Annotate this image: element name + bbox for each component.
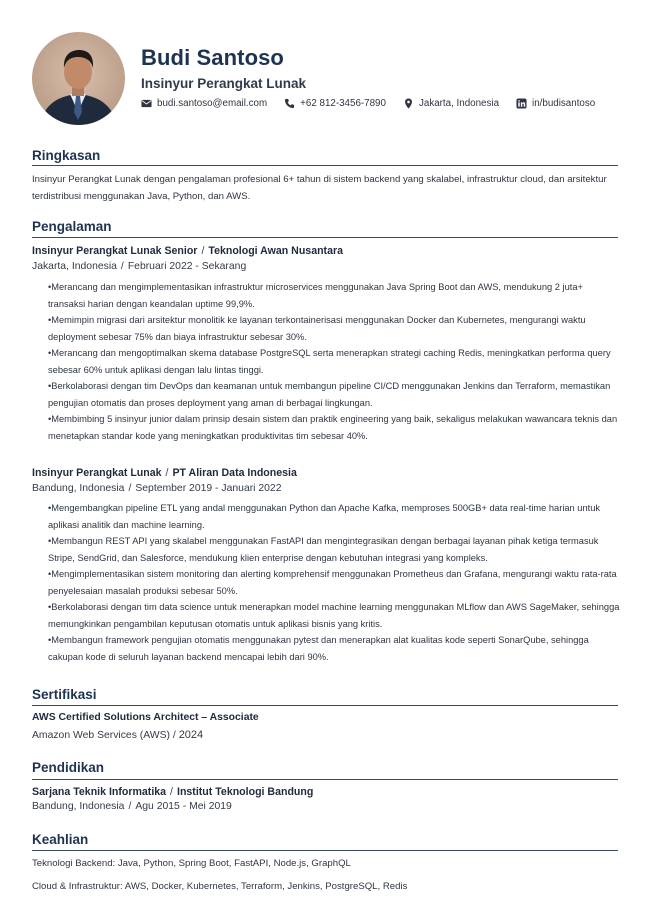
candidate-role: Insinyur Perangkat Lunak <box>141 76 307 91</box>
phone-text: +62 812-3456-7890 <box>300 98 386 109</box>
job-location: Bandung, Indonesia <box>32 483 125 494</box>
list-item: • Berkolaborasi dengan tim DevOps dan keamanan untuk membangun pipeline CI/CD menggunakan Jenkins dan Terraform, memastikan pengujian otomatis dan proses deployment yang aman di berbagai lingkungan. <box>48 378 620 411</box>
list-item: • Membimbing 5 insinyur junior dalam prinsip desain sistem dan praktik engineering yang baik, sekaligus melakukan wawancara teknis dan menetapkan standar kode yang meningkatkan produktivitas tim sebesar 40%. <box>48 411 620 444</box>
list-item: • Mengembangkan pipeline ETL yang andal menggunakan Python dan Apache Kafka, memproses 500GB+ data real-time harian untuk aplikasi analitik dan machine learning. <box>48 500 620 533</box>
summary-divider <box>32 165 618 166</box>
job-location: Jakarta, Indonesia <box>32 261 117 272</box>
map-pin-icon <box>403 98 414 109</box>
contact-linkedin[interactable] <box>516 98 595 109</box>
education-location: Bandung, Indonesia <box>32 801 125 812</box>
separator: / <box>165 467 169 479</box>
education-school: Institut Teknologi Bandung <box>177 786 314 798</box>
job-title-line <box>32 245 343 257</box>
certification-name: AWS Certified Solutions Architect – Associate <box>32 712 259 723</box>
location-text: Jakarta, Indonesia <box>418 98 500 109</box>
job-position: Insinyur Perangkat Lunak <box>32 467 162 479</box>
separator: / <box>120 261 124 272</box>
job-position: Insinyur Perangkat Lunak Senior <box>32 245 198 257</box>
education-period: Agu 2015 - Mei 2019 <box>135 801 232 812</box>
job-company: PT Aliran Data Indonesia <box>172 467 297 479</box>
list-item: • Merancang dan mengimplementasikan infrastruktur microservices menggunakan Java Spring Boot dan AWS, mendukung 2 juta+ transaksi harian dengan keandalan uptime 99,9%. <box>48 279 620 312</box>
education-title-line <box>32 786 313 798</box>
contact-phone[interactable] <box>284 98 386 109</box>
job-period: September 2019 - Januari 2022 <box>135 483 282 494</box>
separator: / <box>170 786 173 798</box>
phone-icon <box>284 98 295 109</box>
job-meta-line <box>32 483 282 494</box>
contact-bar <box>141 98 612 109</box>
summary-heading: Ringkasan <box>32 148 101 163</box>
list-item: • Memimpin migrasi dari arsitektur monolitik ke layanan terkontainerisasi menggunakan Docker dan Kubernetes, mengurangi waktu deployment sebesar 75% dan biaya infrastruktur sebesar 30%. <box>48 312 620 345</box>
contact-email[interactable] <box>141 98 267 109</box>
education-heading: Pendidikan <box>32 760 105 775</box>
list-item: • Membangun REST API yang skalabel menggunakan FastAPI dan mengintegrasikan dengan berbagai layanan pihak ketiga termasuk Stripe, SendGrid, dan Salesforce, mendukung klien enterprise dengan kebutuhan integrasi yang kompleks. <box>48 533 620 566</box>
job-meta-line <box>32 261 246 272</box>
list-item: • Membangun framework pengujian otomatis menggunakan pytest dan menerapkan alat kualitas kode seperti SonarQube, sehingga cakupan kode di seluruh layanan backend mencapai lebih dari 90%. <box>48 632 620 665</box>
profile-photo <box>32 32 125 125</box>
job-period: Februari 2022 - Sekarang <box>127 261 247 272</box>
skill-line-backend: Teknologi Backend: Java, Python, Spring Boot, FastAPI, Node.js, GraphQL <box>32 858 351 869</box>
certifications-divider <box>32 705 618 706</box>
job-company: Teknologi Awan Nusantara <box>208 245 343 257</box>
job-bullets <box>48 279 620 444</box>
skills-heading: Keahlian <box>32 832 89 847</box>
certifications-heading: Sertifikasi <box>32 687 97 702</box>
list-item: • Berkolaborasi dengan tim data science untuk menerapkan model machine learning menggunakan MLflow dan AWS SageMaker, sehingga memungkinkan pengambilan keputusan otomatis untuk aplikasi bisnis yang kritis. <box>48 599 620 632</box>
skill-line-cloud: Cloud & Infrastruktur: AWS, Docker, Kubernetes, Terraform, Jenkins, PostgreSQL, Redis <box>32 881 408 892</box>
linkedin-text: in/budisantoso <box>532 98 596 109</box>
email-text: budi.santoso@email.com <box>157 98 268 109</box>
experience-divider <box>32 237 618 238</box>
candidate-name: Budi Santoso <box>141 45 284 70</box>
contact-location <box>403 98 499 109</box>
separator: / <box>128 483 132 494</box>
list-item: • Merancang dan mengoptimalkan skema database PostgreSQL serta menerapkan strategi caching Redis, meningkatkan performa query sebesar 60% untuk aplikasi dengan lalu lintas tinggi. <box>48 345 620 378</box>
education-meta-line <box>32 801 232 812</box>
separator: / <box>128 801 132 812</box>
experience-heading: Pengalaman <box>32 219 112 234</box>
job-title-line <box>32 467 297 479</box>
job-bullets <box>48 500 620 665</box>
certification-issuer: Amazon Web Services (AWS) <box>32 730 171 741</box>
resume-header <box>32 32 622 127</box>
separator: / <box>201 245 205 257</box>
certification-meta: Amazon Web Services (AWS) / 2024 <box>32 729 204 741</box>
linkedin-icon <box>516 98 527 109</box>
list-item: • Mengimplementasikan sistem monitoring dan alerting komprehensif menggunakan Prometheus dan Grafana, mengurangi waktu rata-rata penyelesaian masalah produksi sebesar 50%. <box>48 566 620 599</box>
skills-divider <box>32 850 618 851</box>
envelope-icon <box>141 98 152 109</box>
summary-text: Insinyur Perangkat Lunak dengan pengalaman profesional 6+ tahun di sistem backend yang skalabel, infrastruktur cloud, dan arsitektur terdistribusi menggunakan Java, Python, dan AWS. <box>32 174 607 202</box>
certification-year: 2024 <box>178 729 204 741</box>
education-degree: Sarjana Teknik Informatika <box>32 786 167 798</box>
education-divider <box>32 779 618 780</box>
